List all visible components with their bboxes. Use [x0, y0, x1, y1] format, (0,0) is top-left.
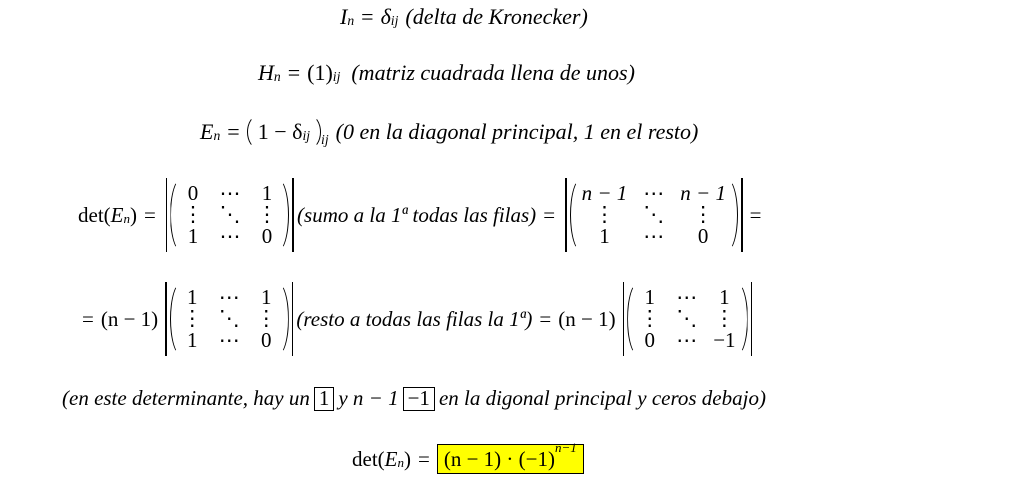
e-matrix-definition-line	[200, 115, 698, 149]
e-matrix-symbol: E	[200, 119, 214, 144]
determinant-bar-left	[165, 282, 167, 356]
det-label: det	[352, 446, 378, 471]
trailing-equals-sign: =	[749, 202, 762, 227]
equals-sign: =	[539, 306, 552, 331]
equals-sign: =	[144, 202, 156, 227]
matrix-cell: ⋱	[218, 306, 240, 331]
paren-close-icon	[310, 115, 321, 149]
ones-matrix-subscript: n	[273, 69, 281, 85]
result-highlight-box	[437, 439, 584, 474]
matrix-cell: ⋯	[219, 180, 241, 205]
e-subscript: n	[397, 454, 404, 470]
matrix-cell: ⋱	[676, 306, 698, 331]
matrix-cell: 0	[697, 223, 709, 248]
matrix-cell: ⋮	[182, 202, 204, 227]
matrix-cell: 0	[261, 223, 273, 248]
determinant-step-2-line	[82, 282, 755, 356]
step-2-comment: (resto a todas las filas la 1ª)	[296, 306, 533, 331]
equals-sign: =	[287, 60, 301, 85]
matrix-cell: ⋮	[692, 202, 714, 227]
ones-matrix-index: ij	[332, 69, 341, 85]
e-matrix-subscript: n	[213, 128, 221, 144]
identity-symbol: I	[340, 4, 348, 29]
e-matrix-note: (0 en la diagonal principal, 1 en el resto)	[335, 119, 699, 144]
matrix-cell: ⋮	[639, 306, 661, 331]
ones-matrix-symbol: H	[258, 60, 274, 85]
paren-open-icon	[170, 178, 181, 252]
e-matrix-inner-sub: ij	[302, 128, 311, 144]
paren-close-icon	[727, 178, 738, 252]
matrix-body	[581, 180, 727, 248]
matrix-cell: 1	[261, 284, 272, 309]
result-exponent: n−1	[555, 439, 577, 455]
paren-close-icon	[278, 282, 289, 356]
e-matrix-expression	[247, 115, 321, 149]
matrix-body	[181, 180, 278, 248]
e-symbol: E	[384, 446, 398, 471]
matrix-cell: 1	[187, 284, 198, 309]
equals-sign: =	[227, 119, 240, 144]
matrix-cell: ⋮	[181, 306, 203, 331]
paren-open-icon	[570, 178, 581, 252]
determinant-bar-left	[623, 282, 625, 356]
determinant-step-1-line: det ( E n ) = 0 ⋯ 1 ⋮ ⋱ ⋮ 1 ⋯ 0 (sumo a la 1ª todas las filas) = n − 1 ⋯ n − 1 ⋮ ⋱ ⋮ 1 ⋯ 0 =	[78, 178, 761, 252]
matrix-cell: 1	[187, 223, 199, 248]
paren-close-icon	[278, 178, 289, 252]
paren-close: )	[325, 60, 333, 85]
matrix-cell: 1	[644, 284, 655, 309]
det-label: det	[78, 202, 104, 227]
matrix-body	[181, 284, 278, 352]
equals-sign: =	[418, 446, 430, 471]
ones-matrix-definition-line	[258, 60, 635, 86]
kronecker-note: (delta de Kronecker)	[405, 4, 588, 29]
matrix-cell: ⋯	[643, 223, 665, 248]
determinant-bar-right	[751, 282, 753, 356]
matrix-cell: n − 1	[680, 180, 726, 205]
determinant-bar-left	[166, 178, 168, 252]
matrix-cell: n − 1	[581, 180, 628, 205]
matrix-cell: ⋯	[643, 180, 665, 205]
result-value: (n − 1) · (−1)	[443, 447, 555, 471]
equals-sign: =	[361, 4, 374, 29]
e-symbol: E	[110, 202, 124, 227]
matrix-cell: ⋯	[219, 223, 241, 248]
note-middle-text: y n − 1	[338, 386, 399, 410]
identity-definition-line	[340, 4, 588, 30]
e-matrix-outer-sub: ij	[321, 131, 329, 147]
identity-subscript: n	[347, 13, 355, 29]
matrix-ones-row	[162, 282, 296, 356]
e-matrix-inner	[258, 119, 310, 145]
equals-sign: =	[543, 202, 556, 227]
matrix-cell: 0	[644, 327, 655, 352]
note-close-text: en la digonal principal y ceros debajo)	[438, 386, 766, 410]
matrix-cell: 1	[599, 223, 610, 248]
matrix-cell: −1	[713, 327, 736, 352]
matrix-cell: ⋯	[218, 327, 240, 352]
matrix-cell: 1	[187, 327, 198, 352]
final-result-line: det ( E n ) = $(n - 1) \cdot (-1)^{n-1}$	[352, 444, 584, 474]
factor-n-minus-1: (n − 1)	[100, 306, 159, 331]
matrix-cell: ⋯	[218, 284, 240, 309]
matrix-cell: ⋮	[593, 202, 615, 227]
matrix-cell: 0	[187, 180, 199, 205]
boxed-minus-one: −1	[403, 387, 435, 411]
e-matrix-inner-text: 1 − δ	[257, 119, 303, 144]
matrix-body	[638, 284, 736, 352]
paren-open: (	[307, 60, 315, 85]
step-1-comment: (sumo a la 1ª todas las filas)	[297, 202, 537, 227]
boxed-one: 1	[314, 387, 335, 411]
kronecker-delta-symbol: δ	[380, 4, 391, 29]
paren-open-icon	[627, 282, 638, 356]
determinant-bar-right	[292, 282, 294, 356]
factor-n-minus-1-second: (n − 1)	[558, 306, 616, 331]
paren-open-icon	[247, 115, 258, 149]
leading-equals-sign: =	[82, 306, 94, 331]
matrix-cell: ⋱	[219, 202, 241, 227]
matrix-cell: 1	[719, 284, 730, 309]
matrix-cell: ⋮	[255, 306, 277, 331]
matrix-cell: 0	[261, 327, 272, 352]
determinant-bar-left	[565, 178, 567, 252]
matrix-cell: 1	[261, 180, 273, 205]
matrix-e-determinant	[163, 178, 297, 252]
note-open-text: (en este determinante, hay un	[62, 386, 310, 410]
paren-open-icon	[170, 282, 181, 356]
ones-matrix-note: (matriz cuadrada llena de unos)	[351, 60, 635, 85]
paren-close-icon	[737, 282, 748, 356]
matrix-cell: ⋮	[713, 306, 735, 331]
ones-value: 1	[314, 60, 326, 85]
matrix-cell: ⋯	[676, 327, 698, 352]
explanatory-note-line	[62, 386, 766, 411]
matrix-cell: ⋮	[256, 202, 278, 227]
kronecker-delta-subscript: ij	[390, 13, 399, 29]
matrix-triangular	[620, 282, 756, 356]
e-subscript: n	[123, 210, 130, 226]
determinant-bar-right	[741, 178, 743, 252]
matrix-cell: ⋱	[643, 202, 665, 227]
determinant-bar-right	[292, 178, 294, 252]
matrix-after-row-sum	[562, 178, 746, 252]
matrix-cell: ⋯	[676, 284, 698, 309]
